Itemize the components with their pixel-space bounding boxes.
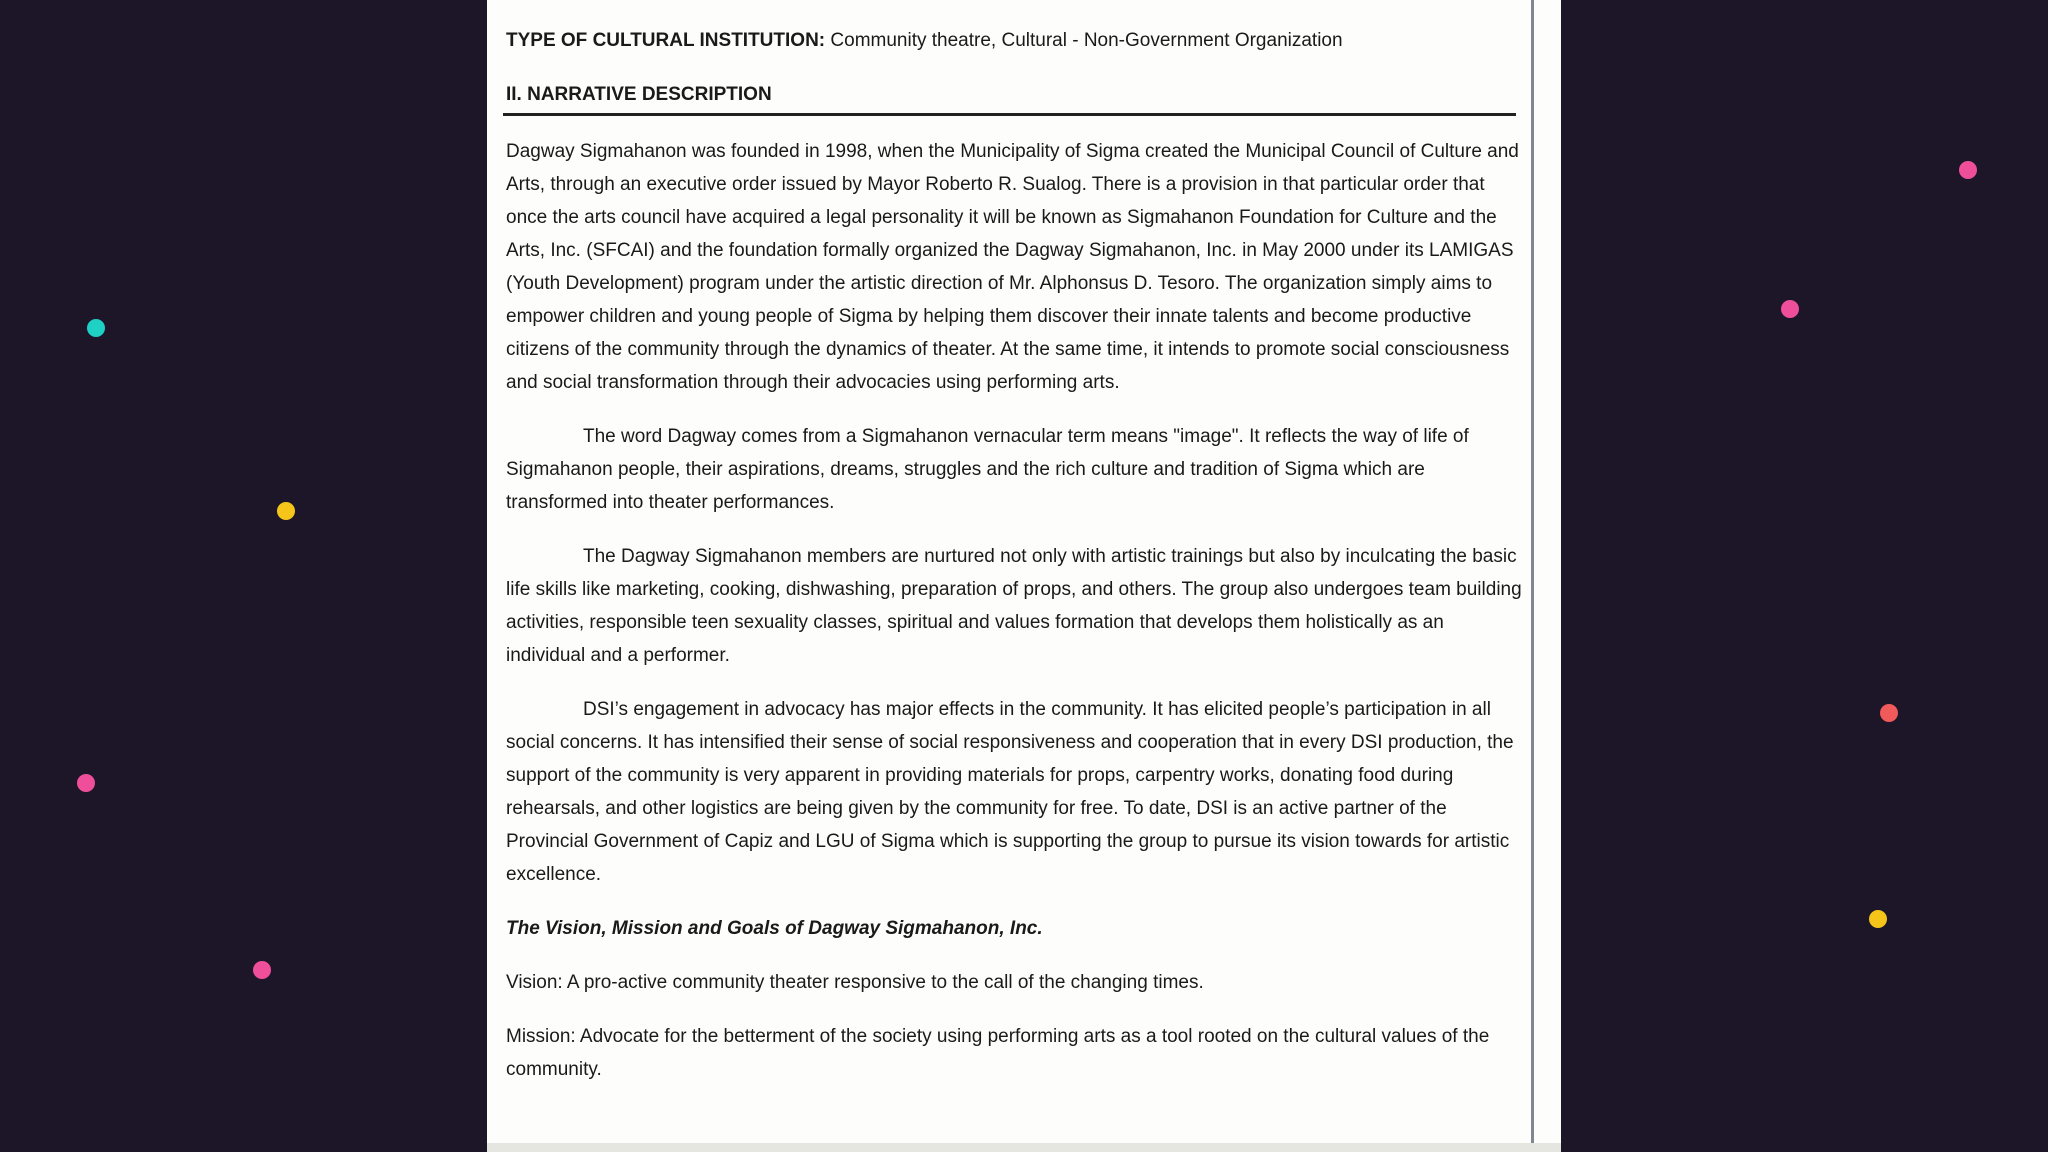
decorative-dot-pink bbox=[1781, 300, 1799, 318]
decorative-dot-pink bbox=[253, 961, 271, 979]
institution-type-line bbox=[506, 24, 1524, 57]
page-border-line bbox=[1531, 0, 1534, 1143]
vision-mission-heading: The Vision, Mission and Goals of Dagway Sigmahanon, Inc. bbox=[506, 918, 1043, 939]
vision-statement: Vision: A pro-active community theater responsive to the call of the changing times. bbox=[506, 972, 1204, 993]
institution-type-label: TYPE OF CULTURAL INSTITUTION: bbox=[506, 30, 826, 51]
section-heading: II. NARRATIVE DESCRIPTION bbox=[503, 78, 1516, 116]
institution-type-value: Community theatre, Cultural - Non-Government Organization bbox=[825, 30, 1343, 51]
document-page bbox=[487, 0, 1561, 1152]
decorative-dot-yellow bbox=[277, 502, 295, 520]
decorative-dot-teal bbox=[87, 319, 105, 337]
paragraph: The Dagway Sigmahanon members are nurtured not only with artistic trainings but also by inculcating the basic life skills like marketing, cooking, dishwashing, preparation of props, and others. The group also undergoes team building activities, responsible teen sexuality classes, spiritual and values formation that develops them holistically as an individual and a performer. bbox=[506, 546, 1522, 666]
paragraph: The word Dagway comes from a Sigmahanon vernacular term means "image". It reflects the way of life of Sigmahanon people, their aspirations, dreams, struggles and the rich culture and tradition of Sigma which are transformed into theater performances. bbox=[506, 426, 1469, 513]
document-content bbox=[506, 24, 1524, 1107]
page-bottom-edge bbox=[487, 1143, 1561, 1152]
decorative-dot-coral bbox=[1880, 704, 1898, 722]
paragraph: DSI’s engagement in advocacy has major effects in the community. It has elicited people’s participation in all social concerns. It has intensified their sense of social responsiveness and cooperation that in every DSI production, the support of the community is very apparent in providing materials for props, carpentry works, donating food during rehearsals, and other logistics are being given by the community for free. To date, DSI is an active partner of the Provincial Government of Capiz and LGU of Sigma which is supporting the group to pursue its vision towards for artistic excellence. bbox=[506, 699, 1514, 885]
decorative-dot-yellow bbox=[1869, 910, 1887, 928]
paragraph: Dagway Sigmahanon was founded in 1998, when the Municipality of Sigma created the Municipal Council of Culture and Arts, through an executive order issued by Mayor Roberto R. Sualog. There is a provision in that particular order that once the arts council have acquired a legal personality it will be known as Sigmahanon Foundation for Culture and the Arts, Inc. (SFCAI) and the foundation formally organized the Dagway Sigmahanon, Inc. in May 2000 under its LAMIGAS (Youth Development) program under the artistic direction of Mr. Alphonsus D. Tesoro. The organization simply aims to empower children and young people of Sigma by helping them discover their innate talents and become productive citizens of the community through the dynamics of theater. At the same time, it intends to promote social consciousness and social transformation through their advocacies using performing arts. bbox=[506, 141, 1519, 393]
mission-statement: Mission: Advocate for the betterment of the society using performing arts as a tool rooted on the cultural values of the community. bbox=[506, 1026, 1490, 1080]
decorative-dot-pink bbox=[77, 774, 95, 792]
decorative-dot-pink bbox=[1959, 161, 1977, 179]
